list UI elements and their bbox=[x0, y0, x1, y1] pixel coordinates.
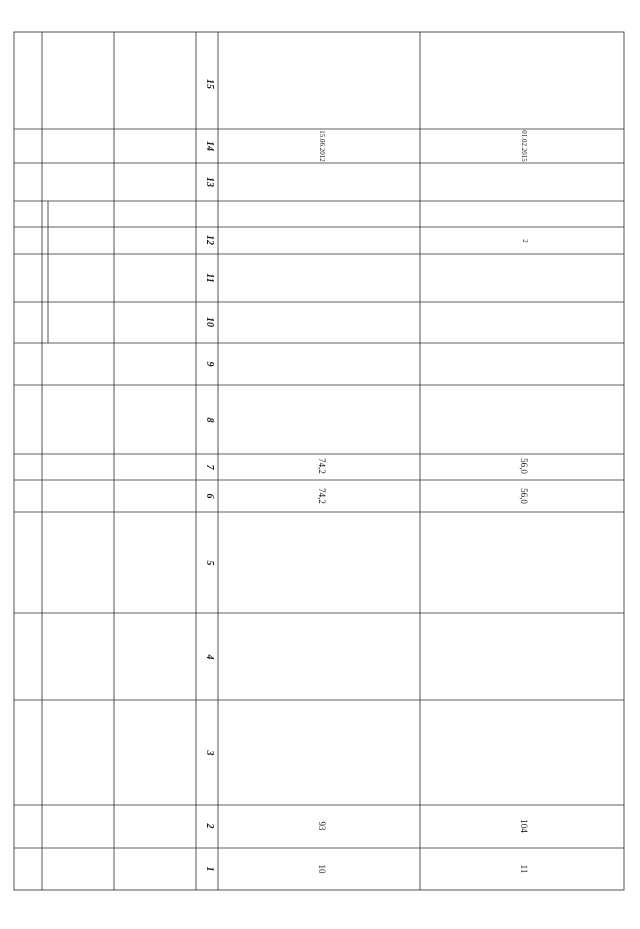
column-number-8: 8 bbox=[204, 417, 215, 423]
row-11-start-date: 01.02.2015 bbox=[520, 130, 528, 162]
row-10-length-back: 74,2 bbox=[317, 458, 327, 474]
row-10-route-no: 93 bbox=[317, 821, 327, 831]
column-number-2: 2 bbox=[204, 823, 215, 829]
column-number-14: 14 bbox=[204, 141, 215, 151]
column-number-9: 9 bbox=[204, 361, 215, 367]
column-number-12: 12 bbox=[204, 235, 215, 245]
header-col-1 bbox=[103, 809, 137, 929]
header-col-13 bbox=[105, 153, 135, 213]
column-number-6: 6 bbox=[204, 493, 215, 499]
row-10-start-date: 15.06.2012 bbox=[318, 130, 326, 162]
row-11-vehicle-count: 2 bbox=[521, 239, 529, 243]
row-10-length-forward: 74,2 bbox=[317, 488, 327, 504]
row-11-reg-no: 11 bbox=[519, 864, 529, 874]
row-11-length-forward: 56,0 bbox=[519, 488, 529, 504]
column-number-15: 15 bbox=[204, 79, 215, 89]
column-number-5: 5 bbox=[204, 560, 215, 566]
column-number-7: 7 bbox=[204, 464, 215, 470]
header-transport-group bbox=[66, 216, 74, 316]
column-number-1: 1 bbox=[204, 866, 215, 872]
header-col-9 bbox=[103, 334, 137, 394]
column-number-11: 11 bbox=[204, 273, 215, 283]
row-10-reg-no: 10 bbox=[317, 864, 327, 874]
column-number-13: 13 bbox=[204, 177, 215, 187]
row-11-length-back: 56,0 bbox=[519, 458, 529, 474]
row-11-route-no: 104 bbox=[519, 819, 529, 833]
column-number-4: 4 bbox=[204, 654, 215, 660]
column-number-10: 10 bbox=[204, 317, 215, 327]
column-number-3: 3 bbox=[204, 750, 215, 756]
